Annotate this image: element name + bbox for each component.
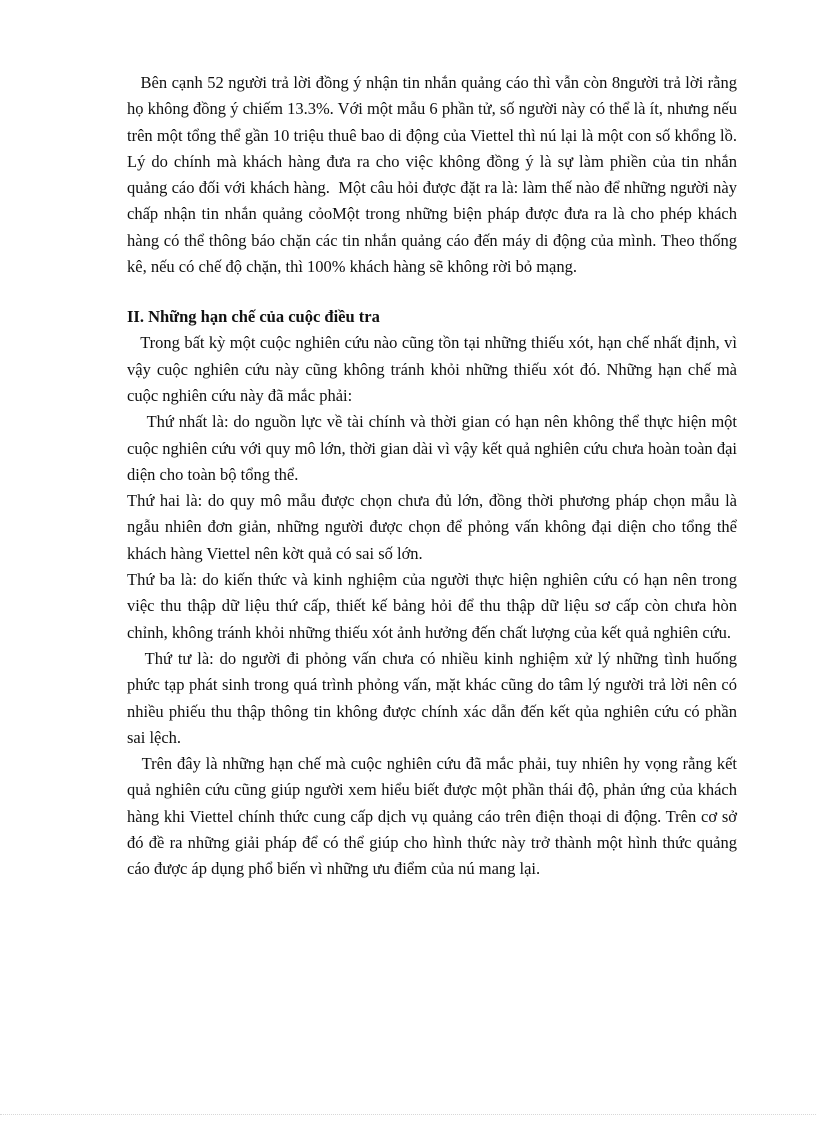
section-paragraph-6: Trên đây là những hạn chế mà cuộc nghiên cứu đã mắc phải, tuy nhiên hy vọng rằng kết quả nghiên cứu cũng giúp người xem hiểu biết được một phần thái độ, phản ứng của khách hàng khi Viettel chính thức cung cấp dịch vụ quảng cáo trên điện thoại di động. Trên cơ sở đó đề ra những giải pháp để có thể giúp cho hình thức này trở thành một hình thức quảng cáo được áp dụng phổ biến vì những ưu điểm của nú mang lại. [127, 754, 742, 879]
section-paragraph-1: Trong bất kỳ một cuộc nghiên cứu nào cũng tồn tại những thiếu xót, hạn chế nhất định, vì vậy cuộc nghiên cứu này cũng không tránh khỏi những thiếu xót đó. Những hạn chế mà cuộc nghiên cứu này đã mắc phải: [127, 333, 742, 405]
section-paragraph-5: Thứ tư là: do người đi phỏng vấn chưa có nhiều kinh nghiệm xử lý những tình huống phức tạp phát sinh trong quá trình phỏng vấn, mặt khác cũng do tâm lý người trả lời nên có nhiều phiếu thu thập thông tin không được chính xác dẫn đến kết qủa nghiên cứu có phần sai lệch. [127, 648, 742, 747]
page-bottom-divider [0, 1114, 816, 1115]
section-paragraph-4: Thứ ba là: do kiến thức và kinh nghiệm của người thực hiện nghiên cứu có hạn nên trong việc thu thập dữ liệu thứ cấp, thiết kế bảng hỏi để thu thập dữ liệu sơ cấp còn chưa hòn chỉnh, không tránh khỏi những thiếu xót ảnh hưởng đến chất lượng của kết quả nghiên cứu. [127, 570, 742, 642]
document-page [127, 70, 742, 883]
section-paragraph-2: Thứ nhất là: do nguồn lực về tài chính và thời gian có hạn nên không thể thực hiện một cuộc nghiên cứu với quy mô lớn, thời gian dài vì vậy kết quả nghiên cứu chưa hoàn toàn đại diện cho toàn bộ tổng thể. [127, 412, 742, 484]
intro-paragraph: Bên cạnh 52 người trả lời đồng ý nhận tin nhắn quảng cáo thì vẫn còn 8người trả lời rằng họ không đồng ý chiếm 13.3%. Với một mẫu 6 phần tử, số người này có thể là ít, nhưng nếu trên một tổng thể gần 10 triệu thuê bao di động của Viettel thì nú lại là một con số khổng lồ. Lý do chính mà khách hàng đưa ra cho việc không đồng ý là sự làm phiền của tin nhắn quảng cáo đối với khách hàng. Một câu hỏi được đặt ra là: làm thế nào để những người này chấp nhận tin nhắn quảng cỏoMột trong những biện pháp được đưa ra là cho phép khách hàng có thể thông báo chặn các tin nhắn quảng cáo đến máy di động của mình. Theo thống kê, nếu có chế độ chặn, thì 100% khách hàng sẽ không rời bỏ mạng. [127, 73, 742, 277]
section-heading: II. Những hạn chế của cuộc điều tra [127, 307, 380, 327]
section-paragraph-3: Thứ hai là: do quy mô mẫu được chọn chưa đủ lớn, đồng thời phương pháp chọn mẫu là ngẫu nhiên đơn giản, những người được chọn để phỏng vấn không đại diện cho tổng thể khách hàng Viettel nên kờt quả có sai số lớn. [127, 491, 742, 563]
